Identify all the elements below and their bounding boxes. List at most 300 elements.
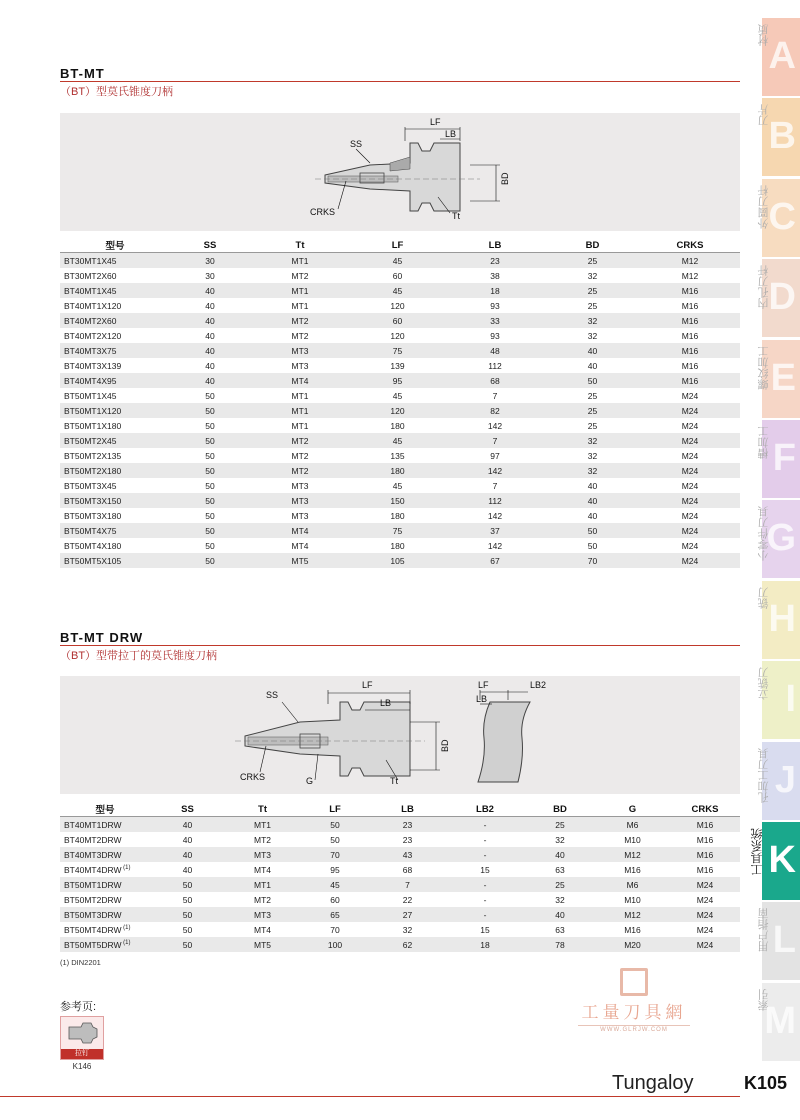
table-cell: 97 — [490, 450, 500, 461]
footnote: (1) DIN2201 — [60, 958, 101, 967]
table-row — [60, 493, 740, 508]
table-cell: M16 — [696, 849, 714, 860]
table-cell: M24 — [681, 390, 699, 401]
index-tab-k[interactable] — [750, 822, 800, 900]
table-row — [60, 283, 740, 298]
table-cell: 32 — [555, 834, 565, 845]
table-cell: 50 — [205, 495, 215, 506]
table-cell: 40 — [555, 909, 565, 920]
table-cell: BT40MT3X139 — [64, 360, 122, 371]
table-cell: 70 — [330, 924, 340, 935]
table-cell: 60 — [392, 315, 403, 326]
table-row — [60, 847, 740, 862]
column-header-6: CRKS — [676, 239, 704, 251]
table-cell: 40 — [587, 360, 598, 371]
table-row — [60, 448, 740, 463]
table-cell: 40 — [587, 495, 598, 506]
table-cell: 50 — [205, 435, 215, 446]
table-cell: 40 — [182, 834, 193, 845]
table-cell: MT5 — [254, 939, 271, 950]
table-row — [60, 418, 740, 433]
index-tab-i[interactable] — [758, 661, 800, 739]
index-tab-m[interactable] — [758, 983, 800, 1061]
table-cell: 23 — [402, 834, 413, 845]
table-cell: - — [483, 909, 487, 920]
table-cell: 120 — [390, 330, 405, 341]
table-cell: 50 — [182, 939, 193, 950]
index-tab-letter: L — [772, 919, 796, 962]
table-cell: BT50MT3DRW — [64, 909, 122, 920]
table-cell: 50 — [205, 510, 215, 521]
table-row — [60, 508, 740, 523]
table-cell: 25 — [587, 255, 598, 266]
table-cell: 50 — [205, 405, 215, 416]
table-cell: BT50MT2DRW — [64, 894, 122, 905]
table-cell: MT3 — [254, 849, 271, 860]
table-cell: MT5 — [291, 555, 309, 566]
table-cell: 40 — [205, 300, 215, 311]
fig1-label-lf: LF — [430, 117, 441, 127]
table-cell: BT50MT1X45 — [64, 390, 117, 401]
index-tab-d[interactable] — [758, 259, 800, 337]
index-tab-j[interactable] — [758, 742, 800, 820]
table-cell: BT40MT1X45 — [64, 285, 117, 296]
table-row — [60, 298, 740, 313]
table-row — [60, 373, 740, 388]
table-cell: 50 — [205, 555, 215, 566]
table-cell: MT3 — [254, 909, 271, 920]
table-cell: M24 — [681, 450, 699, 461]
table-cell: 30 — [205, 255, 215, 266]
table-cell: MT1 — [254, 879, 271, 890]
table-cell: MT3 — [291, 495, 309, 506]
index-tab-letter: H — [768, 597, 796, 640]
table-cell: 7 — [492, 390, 498, 401]
table-cell: M16 — [696, 834, 714, 845]
column-header-7: G — [628, 803, 637, 815]
table-cell: BT30MT2X60 — [64, 270, 117, 281]
table-cell: MT2 — [254, 894, 271, 905]
section1-title: BT-MT — [60, 66, 105, 81]
table-cell: 50 — [182, 894, 193, 905]
table-cell: - — [483, 819, 487, 830]
fig2-label-bd: BD — [440, 739, 450, 752]
table-cell: 95 — [330, 864, 340, 875]
table-cell: BT50MT3X45 — [64, 480, 117, 491]
table-cell: 23 — [490, 255, 500, 266]
column-header-2: Tt — [295, 239, 305, 251]
table-cell: M24 — [696, 924, 714, 935]
index-tab-letter: E — [770, 356, 796, 399]
table-cell: 50 — [587, 540, 598, 551]
table-row — [60, 907, 740, 922]
table-cell: 15 — [480, 864, 490, 875]
reference-thumbnail[interactable] — [60, 1016, 104, 1060]
index-tab-f[interactable] — [758, 420, 800, 498]
table-cell: MT1 — [254, 819, 271, 830]
table-cell: 40 — [205, 375, 215, 386]
table-cell: 65 — [330, 909, 340, 920]
table-cell: 120 — [390, 300, 405, 311]
footer-rule — [0, 1096, 740, 1097]
table-cell: 142 — [487, 420, 503, 431]
table-cell: MT1 — [291, 285, 309, 296]
table-cell: 25 — [555, 819, 565, 830]
table-cell: BT50MT3X150 — [64, 495, 122, 506]
table-cell: M24 — [696, 879, 714, 890]
table-cell: MT1 — [291, 390, 309, 401]
table-row — [60, 358, 740, 373]
index-tab-label: 刀片 — [758, 104, 770, 127]
table-cell: MT4 — [291, 540, 309, 551]
table-cell: MT2 — [291, 465, 309, 476]
table-row — [60, 817, 740, 833]
watermark-url: WWW.GLRJW.COM — [578, 1025, 690, 1033]
table-cell: 63 — [555, 864, 565, 875]
table-cell: M16 — [624, 864, 641, 875]
table-cell: 40 — [205, 360, 215, 371]
table-row — [60, 832, 740, 847]
column-header-4: LB — [401, 803, 414, 815]
column-header-3: LF — [391, 239, 404, 251]
table-row — [60, 877, 740, 892]
table-cell: 40 — [182, 864, 193, 875]
table-cell: BT40MT1X120 — [64, 300, 122, 311]
index-tab-label: 螺纹加工 — [758, 345, 770, 390]
table-cell: M10 — [624, 834, 641, 845]
table-cell: MT4 — [254, 924, 271, 935]
column-header-1: SS — [181, 803, 194, 815]
table-cell: BT40MT4X95 — [64, 375, 117, 386]
table-cell: MT4 — [254, 864, 271, 875]
table-cell: - — [483, 834, 487, 845]
footnote-marker: (1) — [121, 924, 131, 931]
table-cell: M24 — [681, 405, 699, 416]
reference-thumb-label: 拉钉 — [61, 1049, 103, 1059]
table-cell: 82 — [490, 405, 500, 416]
footer-brand: Tungaloy — [612, 1072, 694, 1094]
table-cell: M12 — [681, 270, 699, 281]
table-cell: BT50MT2X135 — [64, 450, 122, 461]
table-cell: 120 — [390, 405, 405, 416]
index-tab-letter: I — [785, 678, 796, 721]
table-cell: M16 — [681, 345, 699, 356]
reference-label: 参考页: — [60, 1001, 97, 1013]
table-cell: 93 — [490, 300, 500, 311]
index-tab-label: 槽加工 — [758, 426, 770, 459]
table-cell: 75 — [392, 525, 403, 536]
table-cell: M24 — [681, 465, 699, 476]
table-cell: BT40MT2DRW — [64, 834, 122, 845]
column-header-1: SS — [203, 239, 217, 251]
table-header-row — [60, 238, 740, 253]
table-cell: BT50MT4X75 — [64, 525, 117, 536]
table-cell: 45 — [392, 390, 403, 401]
table-cell: 25 — [587, 390, 598, 401]
index-tab-letter: G — [766, 517, 796, 560]
table-cell: 45 — [392, 480, 403, 491]
table-cell: M16 — [681, 300, 699, 311]
table-cell: BT40MT2X60 — [64, 315, 117, 326]
table-cell: MT3 — [291, 345, 309, 356]
table-row — [60, 892, 740, 907]
fig2-label-ss: SS — [266, 690, 279, 700]
index-tab-label: 小零件刀具 — [758, 506, 770, 562]
table-cell: M24 — [696, 894, 714, 905]
table-cell: BT50MT1X120 — [64, 405, 122, 416]
column-header-3: LF — [329, 803, 341, 815]
bt-mt-spec-table — [60, 238, 740, 568]
table-cell: 45 — [330, 879, 340, 890]
table-cell: 40 — [587, 480, 598, 491]
index-tab-label: 外圆刀杆 — [758, 184, 770, 229]
index-tab-a[interactable] — [758, 18, 800, 96]
index-tab-letter: D — [768, 276, 796, 319]
pull-stud-icon — [61, 1017, 103, 1049]
watermark — [564, 968, 704, 1033]
table-cell: 67 — [490, 555, 500, 566]
table-cell: BT40MT3DRW — [64, 849, 122, 860]
table-cell: 180 — [390, 540, 405, 551]
table-cell: 43 — [402, 849, 413, 860]
table-cell: 32 — [587, 450, 598, 461]
fig2-label-lb: LB — [380, 698, 392, 708]
table-cell: 40 — [205, 315, 215, 326]
table-cell: 25 — [587, 420, 598, 431]
table-cell: MT2 — [291, 435, 309, 446]
table-cell: BT50MT5X105 — [64, 555, 122, 566]
table-cell: 70 — [587, 555, 598, 566]
fig2-label-g: G — [306, 776, 314, 786]
table-cell: 32 — [587, 315, 598, 326]
table-cell: BT40MT3X75 — [64, 345, 117, 356]
table-cell: MT4 — [291, 375, 309, 386]
table-cell: 142 — [487, 540, 503, 551]
table-cell: 40 — [182, 849, 193, 860]
table-cell: M24 — [681, 435, 699, 446]
table-cell: 32 — [402, 924, 413, 935]
table-row — [60, 433, 740, 448]
table-cell: M24 — [681, 480, 699, 491]
table-cell: - — [483, 894, 487, 905]
index-tab-e[interactable] — [758, 340, 800, 418]
bt-mt-drw-spec-table — [60, 802, 740, 952]
table-cell: 100 — [327, 939, 343, 950]
table-header-row — [60, 802, 740, 817]
column-header-6: BD — [553, 803, 567, 815]
table-cell: M12 — [624, 849, 641, 860]
fig1-label-bd: BD — [500, 172, 510, 185]
table-cell: BT50MT3X180 — [64, 510, 122, 521]
table-row — [60, 922, 740, 937]
table-cell: 95 — [392, 375, 403, 386]
reference-page-link[interactable]: K146 — [72, 1062, 92, 1071]
table-cell: MT2 — [291, 330, 309, 341]
table-cell: M16 — [681, 360, 699, 371]
index-tab-letter: K — [768, 839, 796, 881]
table-cell: 63 — [555, 924, 565, 935]
fig1-label-ss: SS — [350, 139, 363, 149]
table-row — [60, 388, 740, 403]
table-cell: 15 — [480, 924, 490, 935]
table-cell: MT1 — [291, 300, 309, 311]
table-cell: M16 — [696, 819, 714, 830]
index-tab-letter: M — [764, 999, 796, 1042]
column-header-8: CRKS — [691, 803, 719, 815]
table-row — [60, 478, 740, 493]
column-header-5: LB2 — [476, 803, 494, 815]
table-cell: 32 — [587, 270, 598, 281]
table-cell: 32 — [587, 435, 598, 446]
index-tab-label: 内孔刀杆 — [758, 265, 770, 310]
table-cell: 37 — [490, 525, 500, 536]
table-cell: BT50MT1X180 — [64, 420, 122, 431]
table-cell: 68 — [490, 375, 500, 386]
fig2-label-lb-detail: LB — [476, 694, 488, 704]
table-cell: 142 — [487, 510, 503, 521]
column-header-0: 型号 — [95, 805, 115, 816]
table-cell: MT4 — [291, 525, 309, 536]
table-cell: 50 — [205, 450, 215, 461]
table-cell: 40 — [587, 510, 598, 521]
index-tab-letter: J — [774, 758, 796, 801]
table-cell: 75 — [392, 345, 403, 356]
table-cell: 180 — [390, 510, 405, 521]
index-tab-letter: F — [772, 437, 796, 479]
bt-mt-holder-diagram — [60, 113, 740, 231]
index-tab-letter: B — [768, 115, 796, 158]
column-header-4: LB — [488, 239, 502, 251]
table-cell: 180 — [390, 420, 405, 431]
table-cell: 32 — [587, 465, 598, 476]
table-cell: M24 — [681, 555, 699, 566]
index-tab-h[interactable] — [758, 581, 800, 659]
table-cell: 30 — [205, 270, 215, 281]
table-cell: 139 — [390, 360, 405, 371]
table-cell: - — [483, 879, 487, 890]
table-cell: BT50MT5DRW $^{(1)}$ — [64, 939, 131, 950]
table-cell: 32 — [555, 894, 565, 905]
table-cell: - — [483, 849, 487, 860]
column-header-0: 型号 — [105, 241, 125, 252]
table-cell: 22 — [402, 894, 413, 905]
table-row — [60, 538, 740, 553]
fig2-label-lf-detail: LF — [478, 680, 489, 690]
table-row — [60, 403, 740, 418]
table-cell: MT1 — [291, 255, 309, 266]
table-row — [60, 253, 740, 269]
table-cell: M16 — [696, 864, 714, 875]
table-cell: BT50MT2X180 — [64, 465, 122, 476]
table-cell: M16 — [681, 375, 699, 386]
table-cell: 7 — [405, 879, 410, 890]
table-cell: 48 — [490, 345, 500, 356]
table-cell: M24 — [681, 510, 699, 521]
table-cell: 40 — [587, 345, 598, 356]
table-cell: 50 — [330, 819, 340, 830]
table-cell: 50 — [330, 834, 340, 845]
table-cell: 112 — [488, 360, 502, 371]
watermark-text: 工量刀具網 — [581, 1003, 687, 1023]
table-cell: 50 — [182, 909, 193, 920]
fig1-label-lb: LB — [445, 129, 457, 139]
table-cell: MT3 — [291, 510, 309, 521]
watermark-logo-icon — [620, 968, 648, 996]
index-tab-label: 用户指南 — [758, 908, 770, 953]
table-cell: 50 — [182, 924, 193, 935]
index-tab-g[interactable] — [758, 500, 800, 578]
table-cell: BT50MT2X45 — [64, 435, 117, 446]
table-cell: BT50MT4DRW $^{(1)}$ — [64, 924, 131, 935]
table-cell: 40 — [555, 849, 565, 860]
index-tab-label: 立铣刀 — [758, 667, 770, 701]
table-cell: 68 — [402, 864, 413, 875]
column-header-2: Tt — [258, 803, 267, 815]
table-cell: 25 — [587, 405, 598, 416]
table-cell: 40 — [205, 285, 215, 296]
bt-mt-drawing — [60, 113, 740, 231]
table-cell: 50 — [182, 879, 193, 890]
table-cell: BT40MT1DRW — [64, 819, 122, 830]
table-cell: 40 — [182, 819, 193, 830]
table-cell: 93 — [490, 330, 500, 341]
index-tab-l[interactable] — [758, 902, 800, 980]
footnote-marker: (1) — [121, 864, 131, 871]
column-header-5: BD — [585, 239, 600, 251]
table-cell: 33 — [490, 315, 500, 326]
table-cell: 25 — [555, 879, 565, 890]
table-cell: MT1 — [291, 405, 309, 416]
table-cell: 25 — [587, 285, 598, 296]
table-cell: BT40MT4DRW $^{(1)}$ — [64, 864, 131, 875]
index-tab-c[interactable] — [758, 179, 800, 257]
table-cell: 112 — [488, 495, 502, 506]
table-cell: 23 — [402, 819, 413, 830]
table-row — [60, 523, 740, 538]
table-cell: M16 — [624, 924, 641, 935]
table-cell: M10 — [624, 894, 641, 905]
table-cell: M24 — [696, 909, 714, 920]
table-cell: 135 — [390, 450, 405, 461]
table-cell: M24 — [681, 495, 699, 506]
index-tab-label: 工具系统 — [750, 828, 764, 876]
table-cell: M6 — [626, 879, 639, 890]
table-cell: 7 — [492, 480, 498, 491]
table-cell: 60 — [330, 894, 340, 905]
table-row — [60, 937, 740, 952]
bt-mt-drw-holder-diagram — [60, 676, 740, 794]
fig1-label-crks: CRKS — [310, 207, 336, 217]
table-cell: 18 — [490, 285, 500, 296]
table-row — [60, 862, 740, 877]
table-row — [60, 313, 740, 328]
table-cell: BT50MT1DRW — [64, 879, 122, 890]
table-cell: 38 — [490, 270, 500, 281]
table-cell: M6 — [626, 819, 639, 830]
index-tab-letter: C — [768, 195, 796, 238]
table-cell: BT30MT1X45 — [64, 255, 117, 266]
table-cell: 18 — [480, 939, 490, 950]
bt-mt-drw-drawing — [60, 676, 740, 794]
table-cell: M24 — [681, 525, 699, 536]
section2-title: BT-MT DRW — [60, 630, 144, 645]
index-tab-b[interactable] — [758, 98, 800, 176]
table-cell: 40 — [205, 345, 215, 356]
index-tab-label: 铣刀 — [758, 586, 770, 609]
section1-rule — [60, 81, 740, 82]
table-cell: 32 — [587, 330, 598, 341]
table-row — [60, 268, 740, 283]
